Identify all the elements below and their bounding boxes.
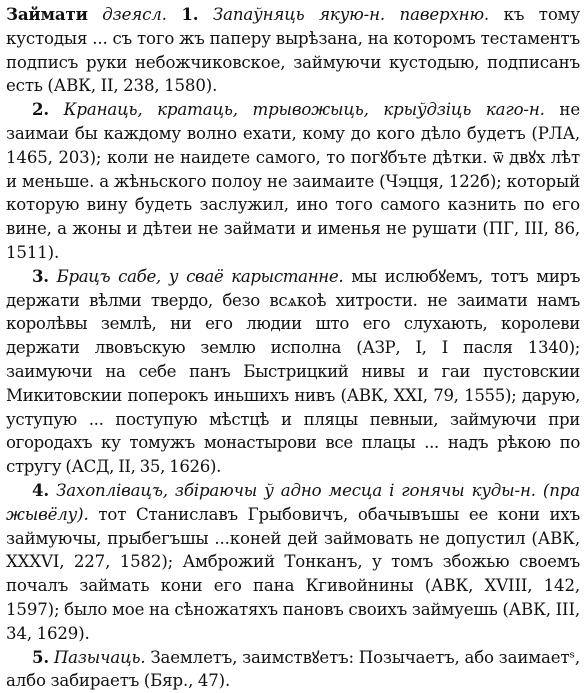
sense-citations: къ тому кустодыя ... съ того жъ паперу вырѣзана, на которомъ тестаментъ подписъ руки небожчиковское, займуючи кустодыю, подписанъ есть (АВК, II, 238, 1580). [6, 5, 581, 96]
sense-citations: тот Станиславъ Грыбовичъ, обачывъшы ее кони ихъ займуючы, прыбегъшы ...коней дей займовать не допустил (АВК, XXXVI, 227, 1582); Амброжий Тонканъ, у томъ збожью своемъ почалъ займать кони его пана Кгивойнины (АВК, XVIII, 142, 1597); было мое на сѣножатяхъ пановъ своихъ займуешь (АВК, III, 34, 1629). [6, 504, 580, 643]
sense-citations: Заемлетъ, заимствꙋетъ: Позычаетъ, або заимаетˢ, албо забираетъ (Бяр., 47). [6, 647, 580, 691]
sense-number: 1. [181, 4, 199, 24]
sense-2 [6, 98, 580, 265]
sense-gloss: Брацъ сабе, у сваё карыстанне. [56, 266, 344, 286]
part-of-speech: дзеясл. [102, 5, 167, 24]
sense-gloss: Пазычаць. [53, 647, 146, 667]
sense-gloss: Кранаць, кратаць, трывожыць, крыўдзіць каго-н. [63, 100, 545, 120]
sense-4 [6, 479, 580, 646]
sense-5 [6, 646, 580, 693]
sense-citations: не заимаи бы каждому волно ехати, кому до кого дѣло будетъ (РЛА, 1465, 203); коли не наидете самого, то погꙋбъте дѣтки. ѿ двꙋх лѣт и меньше. а жѣньского полоу не заимаите (Чэцця, 122б); который которую вину будеть заслужил, ино того самого казнить по его вине, а жоны и дѣтеи не займати и именья не рушати (ПГ, III, 86, 1511). [6, 100, 580, 262]
sense-gloss: Запаўняць якую-н. паверхню. [212, 5, 490, 24]
sense-number: 2. [32, 99, 50, 120]
sense-3 [6, 265, 580, 479]
sense-citations: мы ислюбꙋемъ, тотъ миръ держати вѣлми твердо, безо всѧкоѣ хитрости. не заимати намъ королѣвы землѣ, ни его людии што его слухають, королеви держати лвовъскую землю исполна (АЗР, I, I пасля 1340); заимуючи на себе панъ Быстрицкий нивы и гаи пустовскии Микитовскии поперокъ иньшихъ нивъ (АВК, XXI, 79, 1555); дарую, уступую ... поступую мѣстцѣ и пляцы певныи, займуючи при огородахъ ку томужъ монастырови все плацы ... надъ рѣкою по стругу (АСД, II, 35, 1626). [6, 266, 581, 477]
sense-number: 4. [32, 479, 50, 500]
sense-number: 5. [32, 646, 50, 667]
sense-number: 3. [32, 265, 49, 286]
sense-gloss: Захоплівацъ, збіраючы ў адно месца і гонячы куды-н. (пра жывёлу). [6, 480, 581, 524]
sense-1 [6, 3, 580, 98]
headword: Займати [6, 4, 88, 24]
